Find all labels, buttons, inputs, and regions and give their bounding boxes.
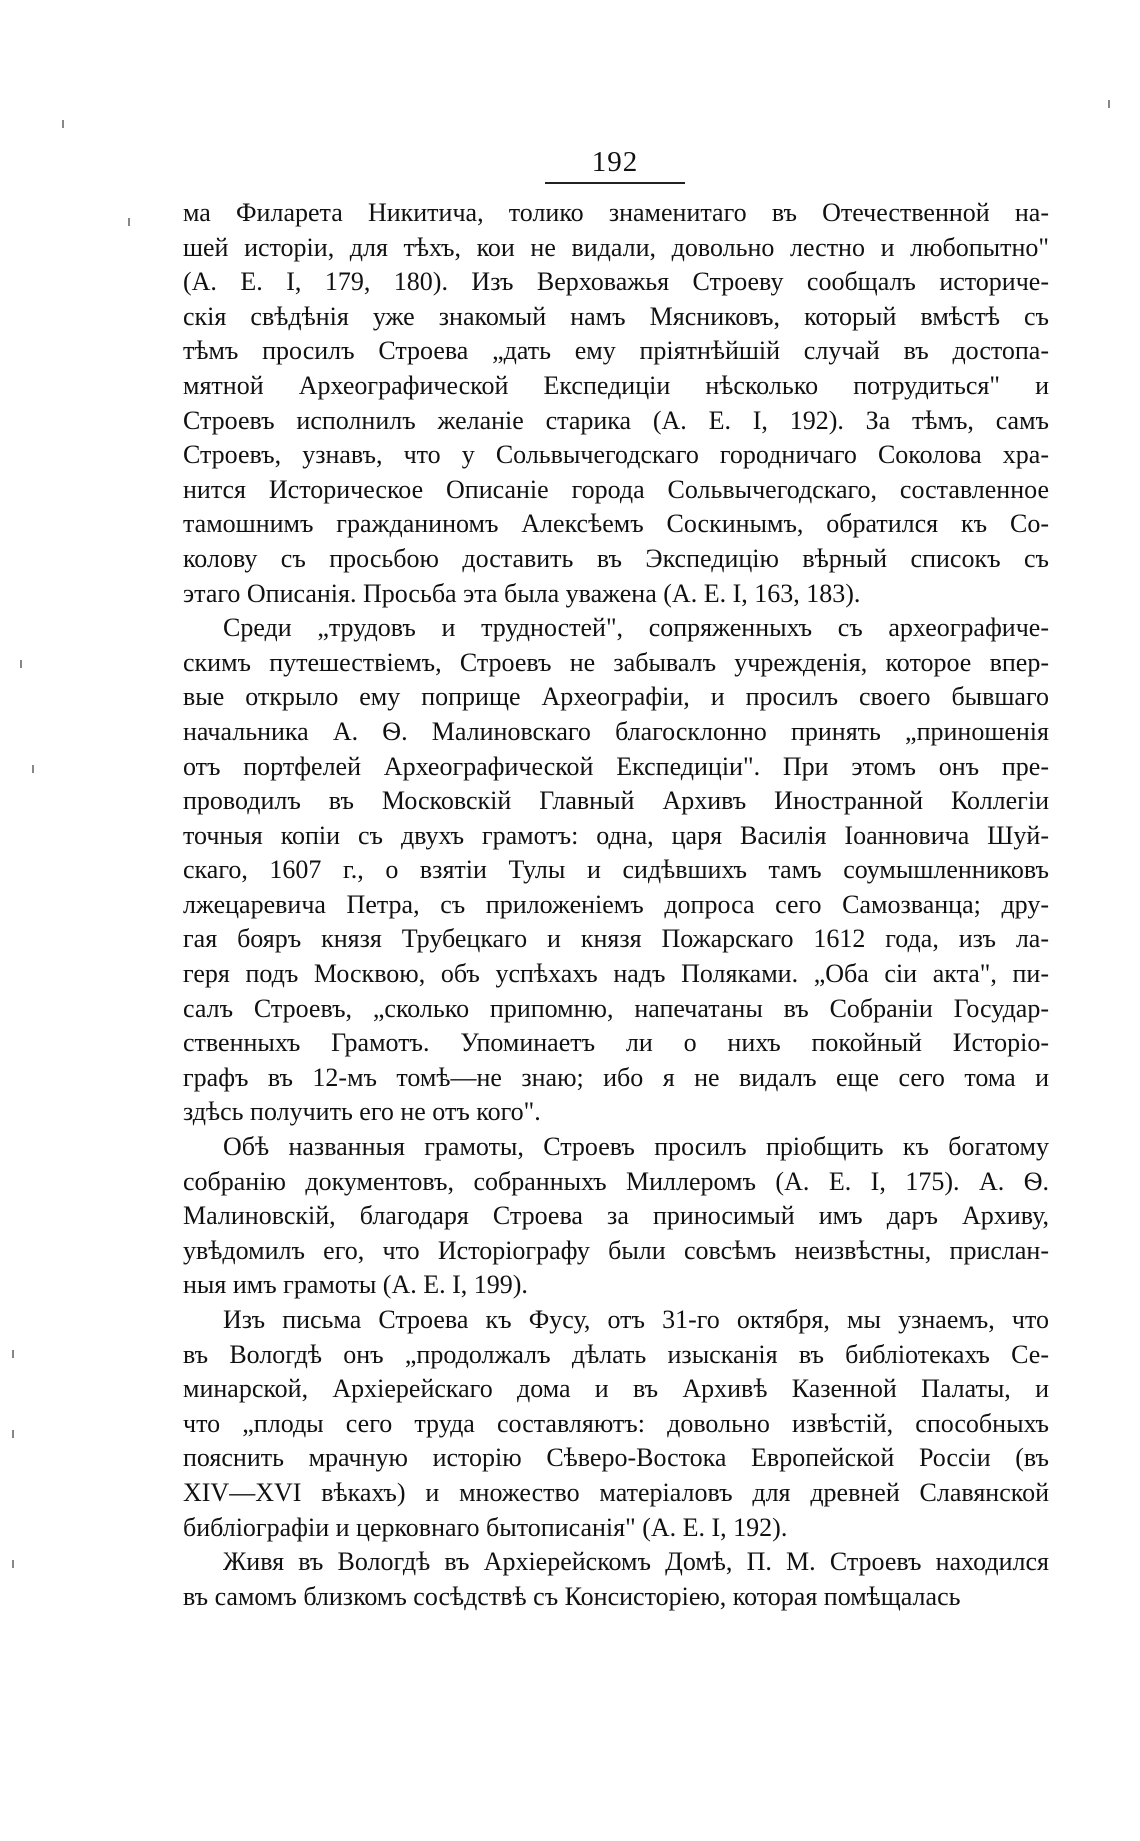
text-line: ма Филарета Никитича, толико знаменитаго въ Отечественной на- [183, 198, 1049, 227]
paragraph [183, 1545, 1049, 1614]
text-line: пояснить мрачную исторію Сѣверо-Востока Европейской Россіи (въ [183, 1443, 1049, 1473]
scan-speck [62, 120, 64, 128]
text-line: колову съ просьбою доставить въ Экспедицію вѣрный списокъ съ [183, 543, 1049, 573]
text-line: библіографіи и церковнаго бытописанія" (А. Е. I, 192). [183, 1512, 788, 1542]
text-line: нится Историческое Описаніе города Сольвычегодскаго, составленное [183, 474, 1049, 504]
scan-speck [12, 1430, 14, 1438]
scan-speck [1108, 100, 1110, 108]
text-line: Живя въ Вологдѣ въ Архіерейскомъ Домѣ, П. М. Строевъ находился [223, 1547, 1049, 1577]
text-line: Обѣ названныя грамоты, Строевъ просилъ пріобщить къ богатому [223, 1132, 1049, 1162]
text-line: Среди „трудовъ и трудностей", сопряженныхъ съ археографиче- [223, 613, 1049, 643]
text-line: собранію документовъ, собранныхъ Миллеромъ (А. Е. I, 175). А. Ѳ. [183, 1166, 1049, 1196]
text-line: тѣмъ просилъ Строева „дать ему пріятнѣйшій случай въ достопа- [183, 336, 1049, 366]
text-line: геря подъ Москвою, объ успѣхахъ надъ Поляками. „Оба сіи акта", пи- [183, 959, 1049, 989]
paragraph [183, 196, 1049, 611]
text-line: (А. Е. I, 179, 180). Изъ Верховажья Строеву сообщалъ историче- [183, 267, 1049, 297]
scan-speck [12, 1560, 14, 1568]
text-line: въ Вологдѣ онъ „продолжалъ дѣлать изысканія въ библіотекахъ Се- [183, 1339, 1049, 1369]
text-line: что „плоды сего труда составляютъ: довольно извѣстій, способныхъ [183, 1408, 1049, 1438]
text-line: вые открыло ему поприще Археографіи, и просилъ своего бывшаго [183, 682, 1049, 712]
paragraph [183, 1303, 1049, 1545]
text-line: начальника А. Ѳ. Малиновскаго благосклонно принять „приношенія [183, 716, 1049, 746]
text-line: графъ въ 12-мъ томѣ—не знаю; ибо я не видалъ еще сего тома и [183, 1062, 1049, 1092]
text-line: салъ Строевъ, „сколько припомню, напечатаны въ Собраніи Государ- [183, 993, 1049, 1023]
text-line: ственныхъ Грамотъ. Упоминаетъ ли о нихъ покойный Исторіо- [183, 1028, 1049, 1058]
page-number: 192 [591, 146, 639, 178]
text-line: отъ портфелей Археографической Експедиціи". При этомъ онъ пре- [183, 751, 1049, 781]
text-line: Малиновскій, благодаря Строева за приносимый имъ даръ Архиву, [183, 1201, 1049, 1231]
page-number-rule [545, 182, 685, 184]
text-line: мятной Археографической Експедиціи нѣсколько потрудиться" и [183, 370, 1049, 400]
text-line: точныя копіи съ двухъ грамотъ: одна, царя Василія Іоанновича Шуй- [183, 820, 1049, 850]
text-line: Изъ письма Строева къ Фусу, отъ 31-го октября, мы узнаемъ, что [223, 1305, 1049, 1334]
scan-speck [128, 218, 130, 226]
text-line: проводилъ въ Московскій Главный Архивъ Иностранной Коллегіи [183, 786, 1049, 816]
text-line: лжецаревича Петра, съ приложеніемъ допроса сего Самозванца; дру- [183, 889, 1049, 919]
text-line: этаго Описанія. Просьба эта была уважена (А. Е. I, 163, 183). [183, 578, 861, 608]
text-line: Строевъ, узнавъ, что у Сольвычегодскаго городничаго Соколова хра- [183, 440, 1049, 470]
text-line: здѣсь получить его не отъ кого". [183, 1097, 541, 1127]
text-line: тамошнимъ гражданиномъ Алексѣемъ Соскинымъ, обратился къ Со- [183, 509, 1049, 539]
text-line: Строевъ исполнилъ желаніе старика (А. Е. I, 192). За тѣмъ, самъ [183, 405, 1049, 435]
text-line: въ самомъ близкомъ сосѣдствѣ съ Консисторіею, которая помѣщалась [183, 1581, 961, 1611]
main-text [183, 196, 1049, 1614]
scan-speck [32, 765, 34, 773]
text-line: ныя имъ грамоты (А. Е. I, 199). [183, 1270, 528, 1300]
text-line: гая бояръ князя Трубецкаго и князя Пожарскаго 1612 года, изъ ла- [183, 924, 1049, 954]
text-line: скаго, 1607 г., о взятіи Тулы и сидѣвшихъ тамъ соумышленниковъ [183, 855, 1049, 885]
text-line: скія свѣдѣнія уже знакомый намъ Мясниковъ, который вмѣстѣ съ [183, 301, 1049, 331]
paragraph [183, 1130, 1049, 1303]
text-line: увѣдомилъ его, что Исторіографу были совсѣмъ неизвѣстны, прислан- [183, 1235, 1049, 1265]
text-line: минарской, Архіерейскаго дома и въ Архивѣ Казенной Палаты, и [183, 1374, 1049, 1404]
text-line: скимъ путешествіемъ, Строевъ не забывалъ учрежденія, которое впер- [183, 647, 1049, 677]
text-line: шей исторіи, для тѣхъ, кои не видали, довольно лестно и любопытно" [183, 232, 1049, 262]
paragraph [183, 611, 1049, 1130]
text-line: XIV—XVI вѣкахъ) и множество матеріаловъ для древней Славянской [183, 1477, 1049, 1507]
scan-speck [20, 660, 22, 668]
scan-speck [12, 1350, 14, 1358]
